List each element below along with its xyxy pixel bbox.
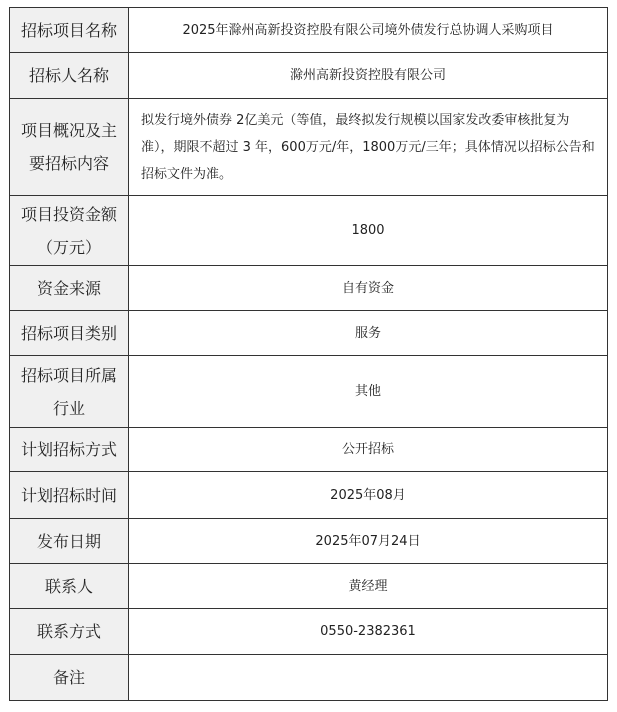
value-category: 服务 [129,311,608,356]
label-text: 计划招标方式 [20,440,117,459]
table-row-method [10,428,608,472]
label-method [10,428,129,472]
value-project-name: 2025年滁州高新投资控股有限公司境外债发行总协调人采购项目 [129,8,608,53]
value-publish-date: 2025年07月24日 [129,519,608,564]
label-text: 联系方式 [36,622,101,641]
label-text: 招标项目名称 [20,20,117,40]
label-text: 发布日期 [36,531,101,551]
label-text: 资金来源 [36,278,101,298]
table-row-category [10,311,608,356]
table-row-overview [10,99,608,196]
table-row-fund-source [10,266,608,311]
table-row-plan-time [10,472,608,519]
procurement-info-table [9,7,608,701]
label-category [10,311,129,356]
label-fund-source [10,266,129,311]
label-text: 计划招标时间 [20,485,117,505]
label-text: 项目投资金额（万元） [20,204,117,257]
label-text: 招标人名称 [28,66,109,85]
value-investment: 1800 [129,196,608,266]
label-industry [10,356,129,428]
value-plan-time: 2025年08月 [129,472,608,519]
table-row-project-name [10,8,608,53]
table-row-industry [10,356,608,428]
label-text: 备注 [52,668,85,687]
value-fund-source: 自有资金 [129,266,608,311]
table-row-publish-date [10,519,608,564]
table-row-remarks [10,655,608,701]
table-row-contact-person [10,564,608,609]
label-plan-time [10,472,129,519]
label-remarks [10,655,129,701]
value-method: 公开招标 [129,428,608,472]
label-publish-date [10,519,129,564]
label-text: 招标项目类别 [20,323,117,343]
value-industry: 其他 [129,356,608,428]
value-contact-phone: 0550-2382361 [129,609,608,655]
label-tenderer [10,53,129,99]
value-overview: 拟发行境外债券 2亿美元（等值，最终拟发行规模以国家发改委审核批复为准），期限不超过 3 年，600万元/年，1800万元/三年；具体情况以招标公告和招标文件为准。 [129,99,608,196]
table-row-contact-phone [10,609,608,655]
label-text: 招标项目所属行业 [20,365,117,418]
value-contact-person: 黄经理 [129,564,608,609]
label-text: 联系人 [44,576,93,596]
label-investment [10,196,129,266]
label-project-name [10,8,129,53]
label-text: 项目概况及主要招标内容 [20,121,117,173]
label-contact-person [10,564,129,609]
table-row-investment [10,196,608,266]
label-overview [10,99,129,196]
table-row-tenderer [10,53,608,99]
label-contact-phone [10,609,129,655]
value-tenderer: 滁州高新投资控股有限公司 [129,53,608,99]
value-remarks [129,655,608,701]
